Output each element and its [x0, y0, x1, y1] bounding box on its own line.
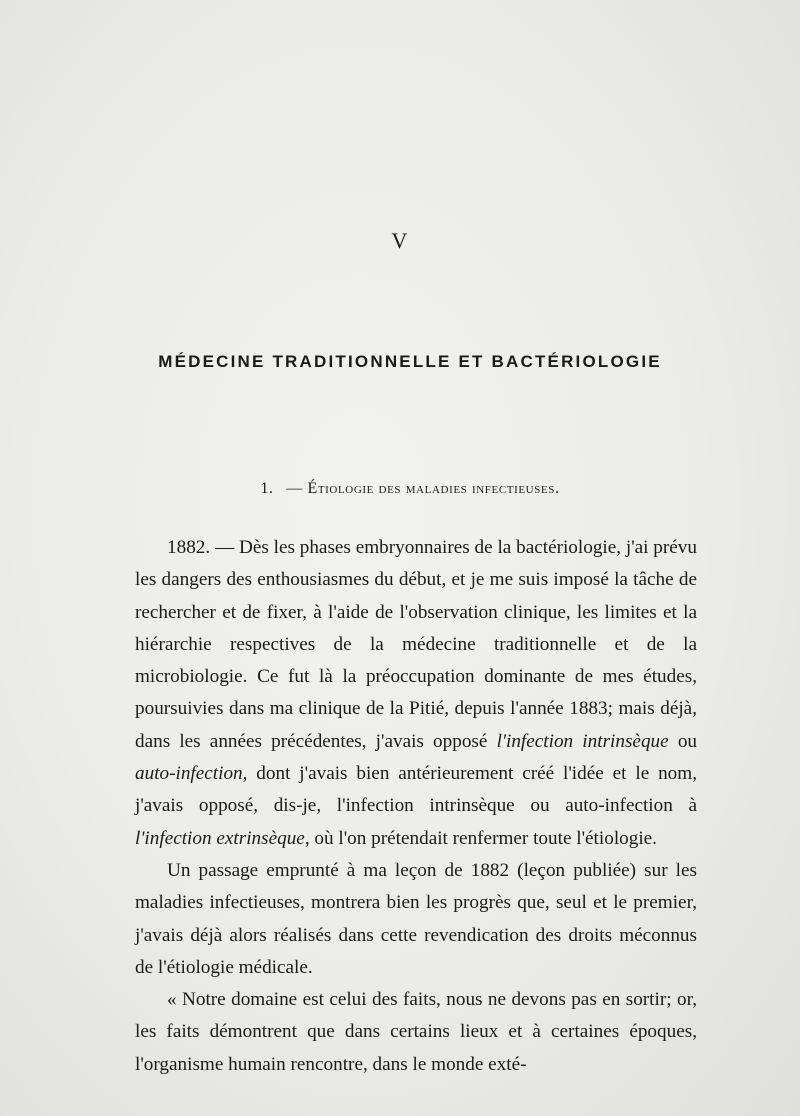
- paragraph-2: Un passage emprunté à ma leçon de 1882 (leçon publiée) sur les maladies infectieuses, montrera bien les progrès que, seul et le premier, j'avais déjà alors réalisés dans cette revendication des droits méconnus de l'étiologie médicale.: [135, 859, 697, 978]
- paragraph-1-part-c: , dont j'avais bien antérieurement créé l'idée et le nom, j'avais opposé, dis-je, l'infection intrinsèque ou auto-infection à: [135, 763, 697, 817]
- italic-term-extrinsic-infection: l'infection extrinsèque: [135, 827, 305, 849]
- italic-term-intrinsic-infection: l'infection intrinsèque: [496, 730, 669, 752]
- paragraph-1-part-b: ou: [668, 730, 698, 752]
- section-number: 1.: [260, 480, 274, 497]
- paragraph-1-part-d: , où l'on prétendait renfermer toute l'étiologie.: [304, 827, 657, 849]
- section-heading: [0, 480, 800, 498]
- italic-term-auto-infection: auto-infection: [135, 763, 243, 785]
- paragraph-1-part-a: 1882. — Dès les phases embryonnaires de la bactériologie, j'ai prévu les dangers des enthousiasmes du début, et je me suis imposé la tâche de rechercher et de fixer, à l'aide de l'observation clinique, les limites et la hiérarchie respectives de la médecine traditionnelle et de la microbiologie. Ce fut là la préoccupation dominante de mes études, poursuivies dans ma clinique de la Pitié, depuis l'année 1883; mais déjà, dans les années précédentes, j'avais opposé: [135, 537, 697, 752]
- section-dash: —: [286, 480, 303, 497]
- chapter-title: MÉDECINE TRADITIONNELLE ET BACTÉRIOLOGIE: [158, 352, 662, 371]
- section-title: Étiologie des maladies infectieuses.: [307, 480, 560, 497]
- chapter-number: V: [391, 228, 409, 253]
- paragraph-3: « Notre domaine est celui des faits, nous ne devons pas en sortir; or, les faits démontrent que dans certains lieux et à certaines époques, l'organisme humain rencontre, dans le monde exté-: [135, 989, 697, 1075]
- paragraph-1: [135, 532, 697, 855]
- body-text: [135, 532, 697, 1081]
